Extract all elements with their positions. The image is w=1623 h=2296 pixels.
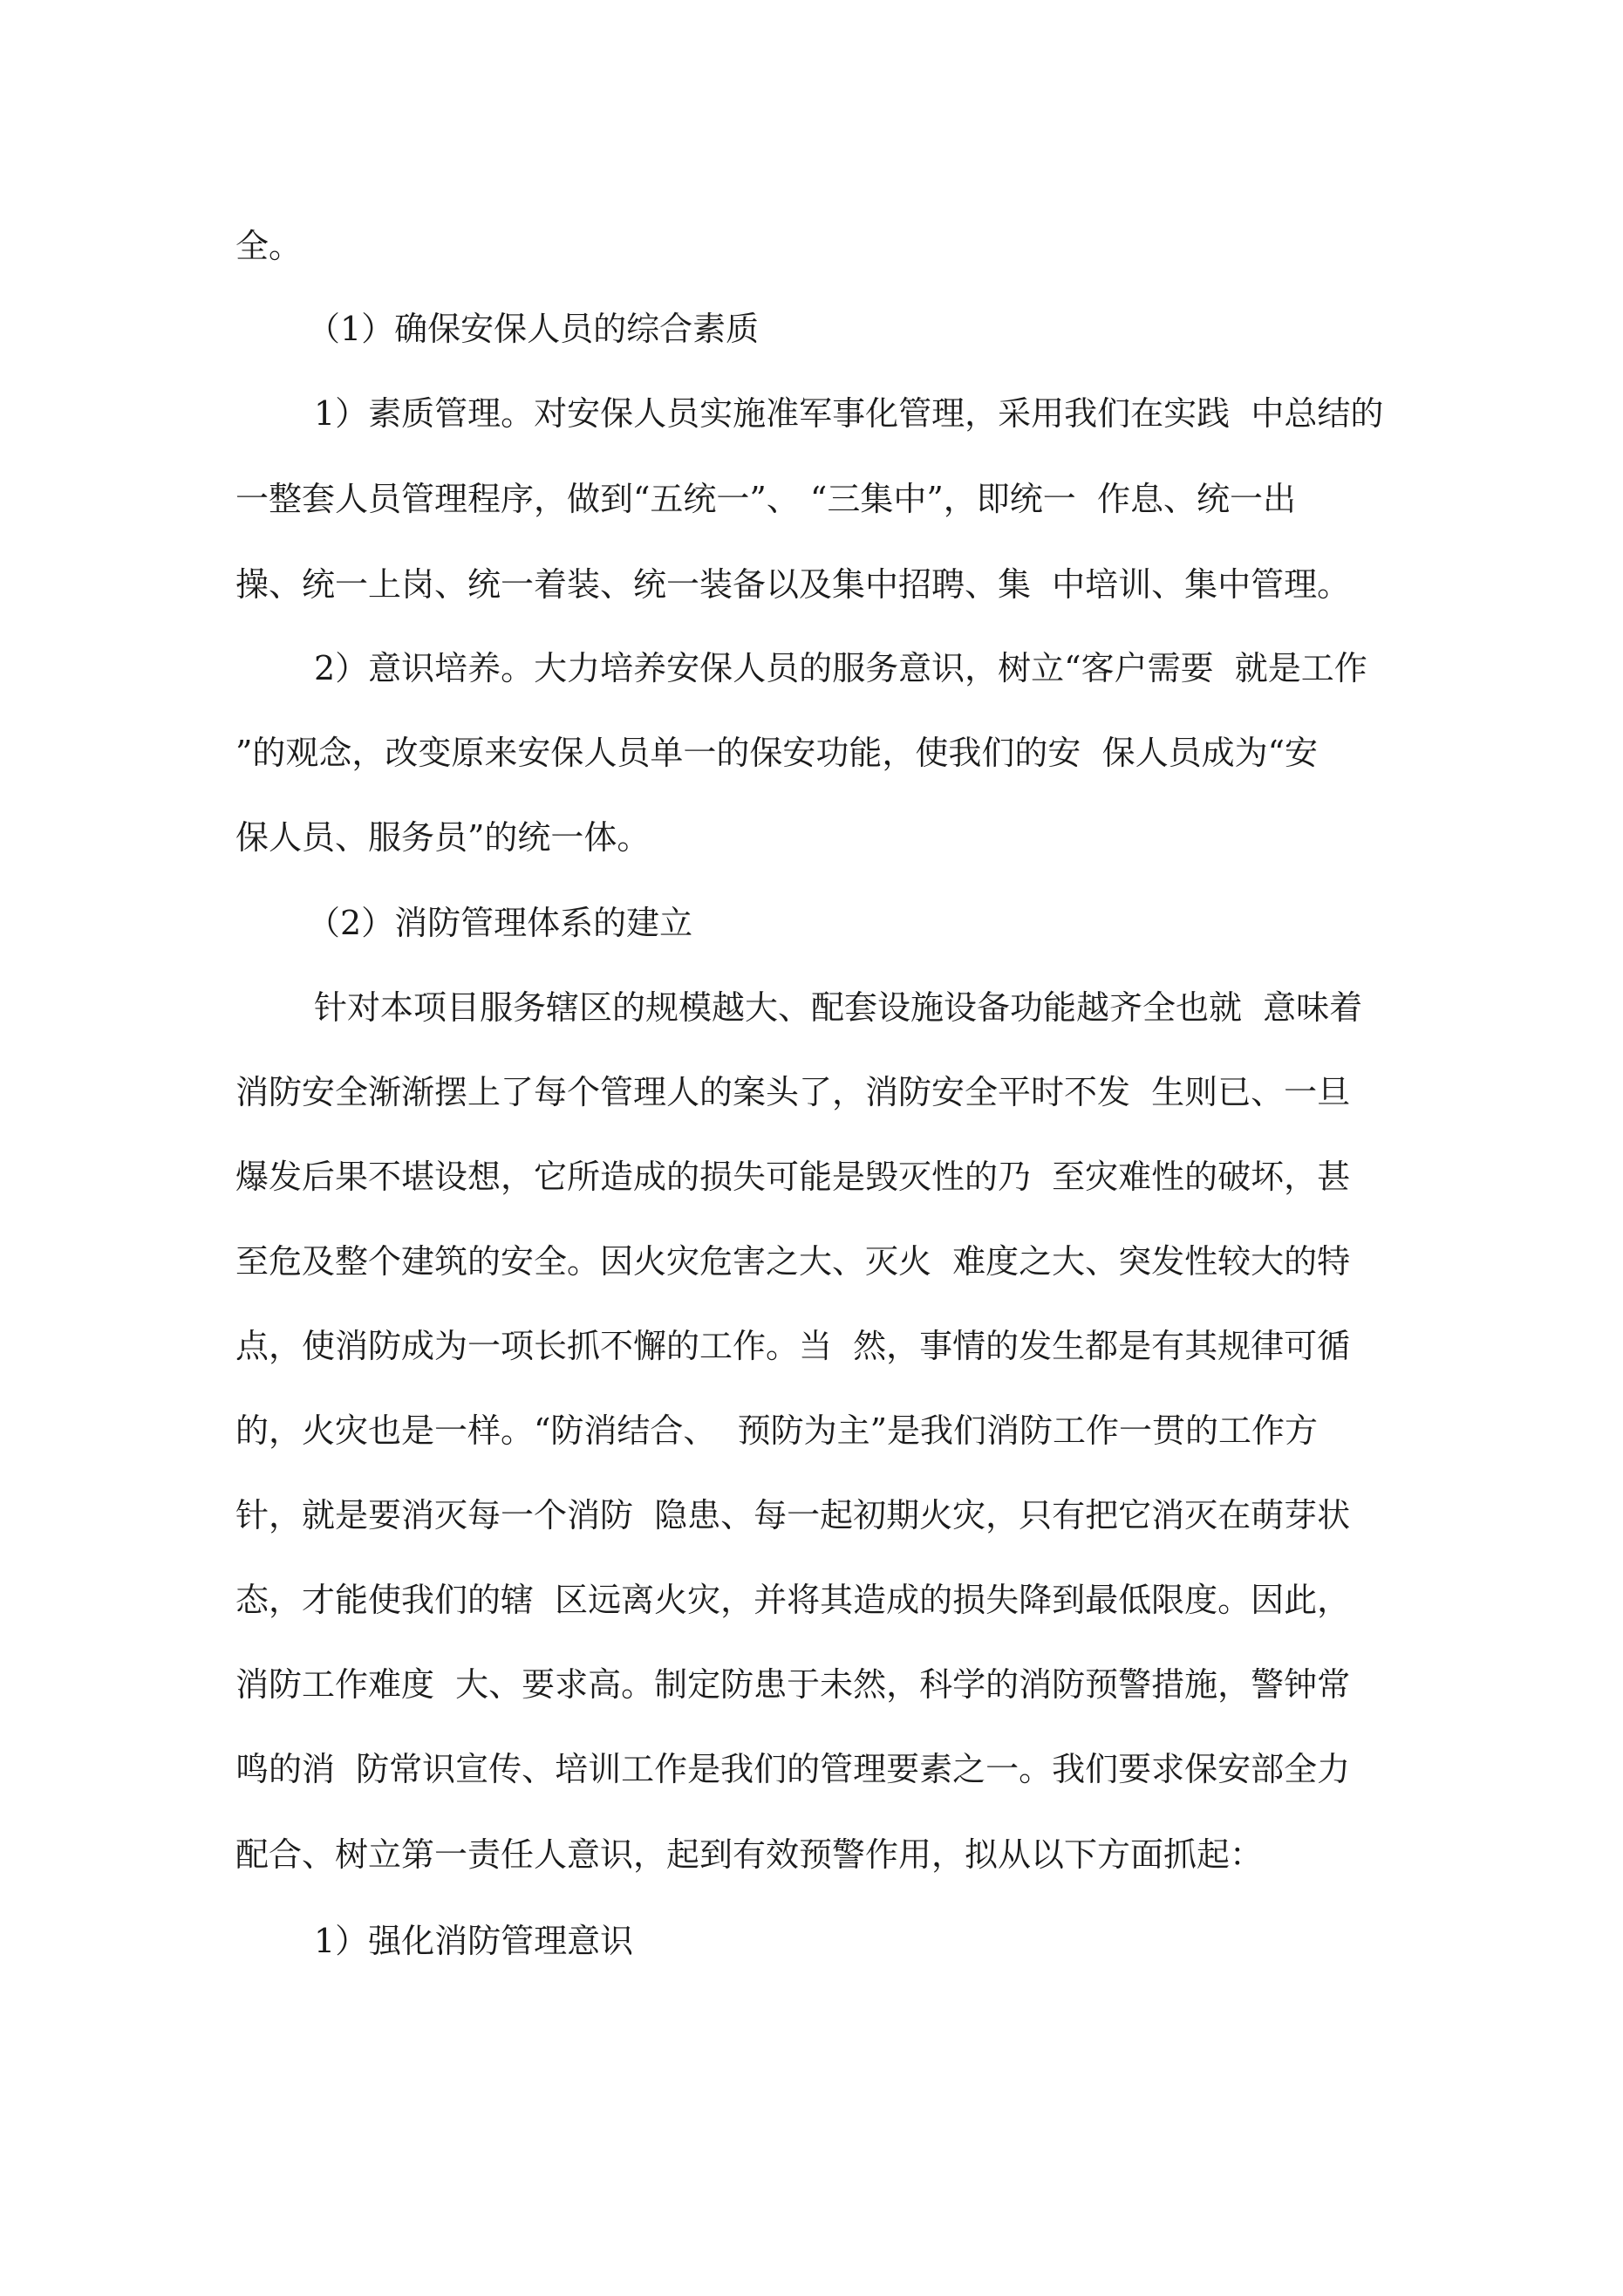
- text-line: 一整套人员管理程序，做到“五统一”、 “三集中”，即统一 作息、统一出: [235, 480, 1296, 518]
- text-line: 2）意识培养。大力培养安保人员的服务意识，树立“客户需要 就是工作: [314, 649, 1367, 687]
- text-line: 1）强化消防管理意识: [314, 1922, 634, 1960]
- text-line: 全。: [235, 227, 303, 265]
- text-line: 针，就是要消灭每一个消防 隐患、每一起初期火灾，只有把它消灭在萌芽状: [235, 1496, 1351, 1534]
- text-line: 配合、树立第一责任人意识，起到有效预警作用，拟从以下方面抓起：: [235, 1835, 1264, 1874]
- text-line: 至危及整个建筑的安全。因火灾危害之大、灭火 难度之大、突发性较大的特: [235, 1242, 1351, 1281]
- text-line: 保人员、服务员”的统一体。: [235, 818, 651, 857]
- text-line: 操、统一上岗、统一着装、统一装备以及集中招聘、集 中培训、集中管理。: [235, 565, 1351, 604]
- text-line: 1）素质管理。对安保人员实施准军事化管理，采用我们在实践 中总结的: [314, 394, 1384, 433]
- section-heading: （1）确保安保人员的综合素质: [307, 310, 760, 348]
- text-line: 消防安全渐渐摆上了每个管理人的案头了，消防安全平时不发 生则已、一旦: [235, 1073, 1351, 1111]
- text-line: ”的观念，改变原来安保人员单一的保安功能，使我们的安 保人员成为“安: [235, 734, 1319, 772]
- text-line: 爆发后果不堪设想，它所造成的损失可能是毁灭性的乃 至灾难性的破坏，甚: [235, 1158, 1351, 1196]
- text-line: 消防工作难度 大、要求高。制定防患于未然，科学的消防预警措施，警钟常: [235, 1665, 1351, 1704]
- section-heading: （2）消防管理体系的建立: [307, 904, 693, 942]
- text-line: 的，火灾也是一样。“防消结合、 预防为主”是我们消防工作一贯的工作方: [235, 1411, 1319, 1450]
- text-line: 鸣的消 防常识宣传、培训工作是我们的管理要素之一。我们要求保安部全力: [235, 1750, 1351, 1788]
- text-line: 针对本项目服务辖区的规模越大、配套设施设备功能越齐全也就 意味着: [314, 988, 1363, 1027]
- text-line: 态，才能使我们的辖 区远离火灾，并将其造成的损失降到最低限度。因此，: [235, 1581, 1351, 1619]
- text-line: 点，使消防成为一项长抓不懈的工作。当 然，事情的发生都是有其规律可循: [235, 1327, 1351, 1365]
